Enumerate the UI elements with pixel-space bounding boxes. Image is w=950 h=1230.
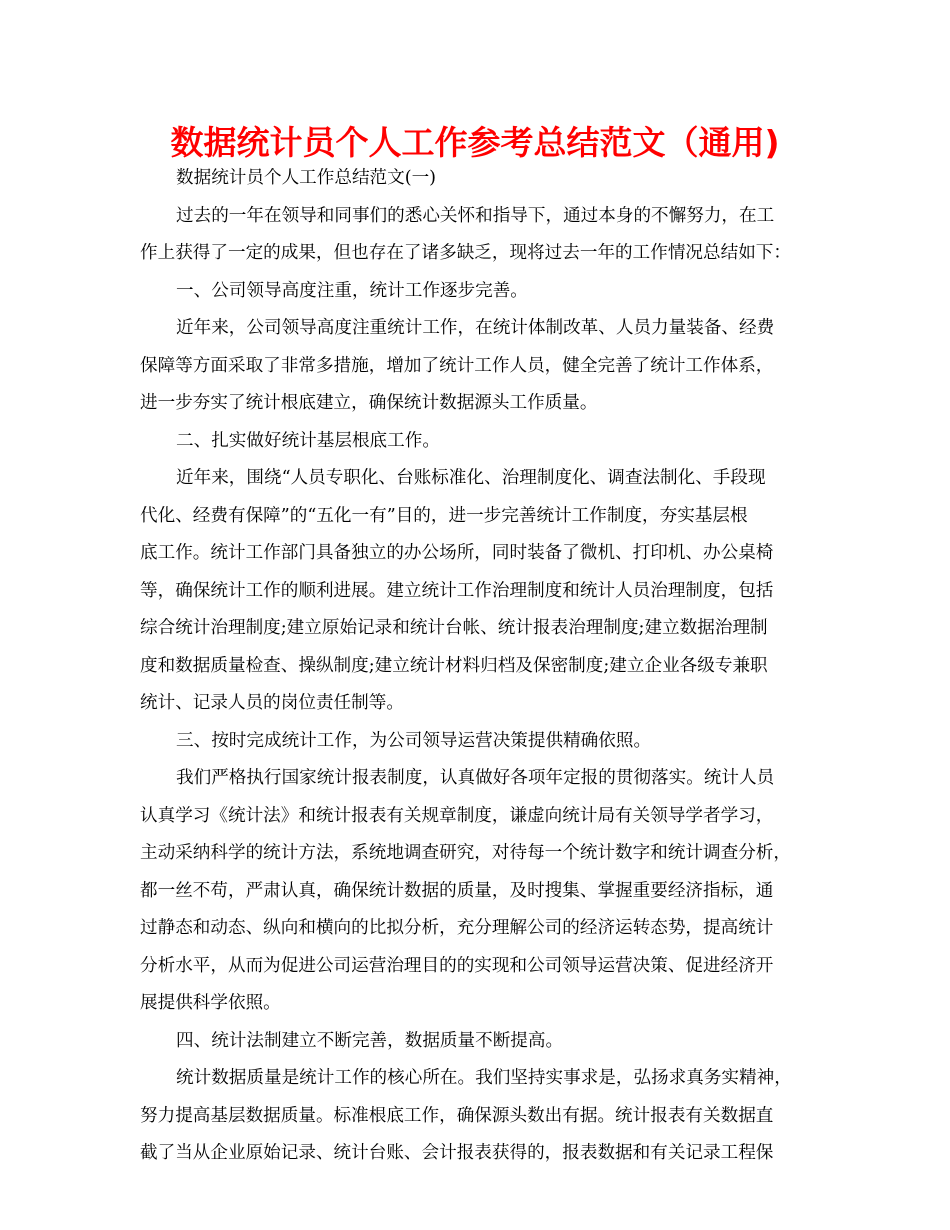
paragraph-line: 我们严格执行国家统计报表制度，认真做好各项年定报的贯彻落实。统计人员	[176, 768, 775, 788]
section-heading: 四、统计法制建立不断完善，数据质量不断提高。	[176, 1030, 564, 1051]
document-body	[140, 160, 830, 1173]
document-title: 数据统计员个人工作参考总结范文（通用)	[170, 123, 780, 162]
paragraph-line: 都一丝不苟，严肃认真，确保统计数据的质量，及时搜集、掌握重要经济指标，通	[140, 880, 774, 901]
paragraph-line: 综合统计治理制度;建立原始记录和统计台帐、统计报表治理制度;建立数据治理制	[140, 618, 768, 638]
paragraph-line: 近年来，围绕“人员专职化、台账标准化、治理制度化、调查法制化、手段现	[176, 468, 766, 488]
paragraph-line: 截了当从企业原始记录、统计台账、会计报表获得的，报表数据和有关记录工程保	[140, 1143, 774, 1163]
section-heading: 二、扎实做好统计基层根底工作。	[176, 430, 440, 451]
paragraph-line: 认真学习《统计法》和统计报表有关规章制度，谦虚向统计局有关领导学者学习，	[140, 805, 774, 826]
paragraph-line: 统计数据质量是统计工作的核心所在。我们坚持实事求是，弘扬求真务实精神，	[176, 1068, 792, 1088]
paragraph-line: 统计、记录人员的岗位责任制等。	[140, 693, 404, 713]
paragraph-line: 底工作。统计工作部门具备独立的办公场所，同时装备了微机、打印机、办公桌椅	[140, 543, 774, 563]
section-heading: 一、公司领导高度注重，统计工作逐步完善。	[176, 280, 528, 301]
paragraph-line: 等，确保统计工作的顺利进展。建立统计工作治理制度和统计人员治理制度，包括	[140, 580, 774, 601]
subtitle-line: 数据统计员个人工作总结范文(一)	[176, 168, 437, 188]
paragraph-line: 保障等方面采取了非常多措施，增加了统计工作人员，健全完善了统计工作体系，	[140, 355, 774, 376]
paragraph-line: 过静态和动态、纵向和横向的比拟分析，充分理解公司的经济运转态势，提高统计	[140, 918, 774, 938]
paragraph-line: 努力提高基层数据质量。标准根底工作，确保源头数出有据。统计报表有关数据直	[140, 1105, 774, 1126]
paragraph-line: 代化、经费有保障”的“五化一有”目的，进一步完善统计工作制度，夯实基层根	[140, 505, 748, 526]
section-heading: 三、按时完成统计工作，为公司领导运营决策提供精确依照。	[176, 730, 652, 751]
paragraph-line: 作上获得了一定的成果，但也存在了诸多缺乏，现将过去一年的工作情况总结如下：	[140, 243, 791, 263]
paragraph-line: 过去的一年在领导和同事们的悉心关怀和指导下，通过本身的不懈努力，在工	[176, 205, 775, 226]
paragraph-line: 分析水平，从而为促进公司运营治理目的的实现和公司领导运营决策、促进经济开	[140, 955, 774, 976]
paragraph-line: 度和数据质量检查、操纵制度;建立统计材料归档及保密制度;建立企业各级专兼职	[140, 655, 768, 676]
paragraph-line: 展提供科学依照。	[140, 993, 281, 1013]
paragraph-line: 进一步夯实了统计根底建立，确保统计数据源头工作质量。	[140, 393, 598, 413]
paragraph-line: 近年来，公司领导高度注重统计工作，在统计体制改革、人员力量装备、经费	[176, 318, 775, 338]
paragraph-line: 主动采纳科学的统计方法，系统地调查研究，对待每一个统计数字和统计调查分析，	[140, 843, 791, 863]
